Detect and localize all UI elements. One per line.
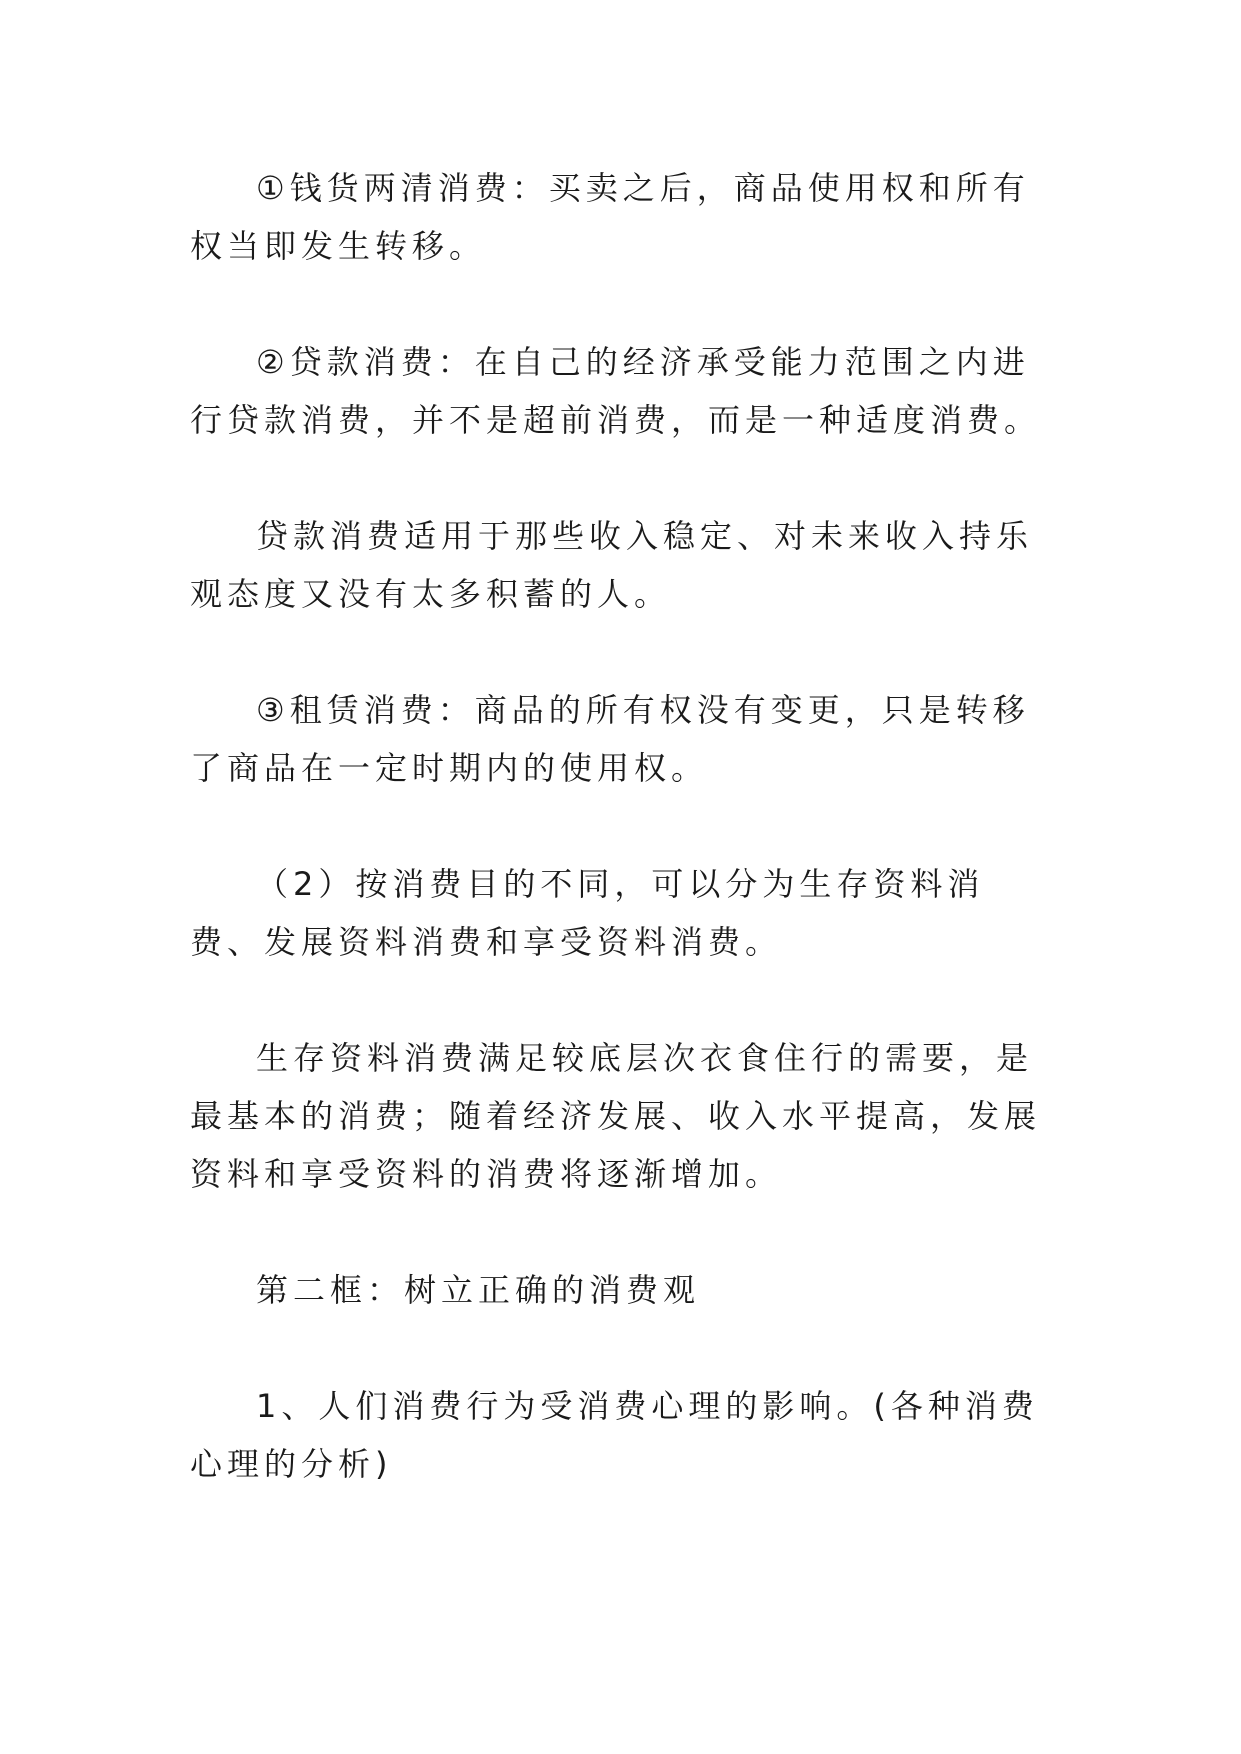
paragraph-consumption-purpose: （2）按消费目的不同，可以分为生存资料消费、发展资料消费和享受资料消费。 xyxy=(190,865,985,961)
paragraph-consumption-psychology: 1、人们消费行为受消费心理的影响。(各种消费心理的分析) xyxy=(190,1387,1039,1483)
paragraph-lease-consumption: ③租赁消费：商品的所有权没有变更，只是转移了商品在一定时期内的使用权。 xyxy=(190,691,1030,787)
section-heading: 第二框：树立正确的消费观 xyxy=(256,1271,701,1309)
paragraph-loan-applicability: 贷款消费适用于那些收入稳定、对未来收入持乐观态度又没有太多积蓄的人。 xyxy=(190,517,1034,613)
paragraph-loan-consumption: ②贷款消费：在自己的经济承受能力范围之内进行贷款消费，并不是超前消费，而是一种适度消费。 xyxy=(190,343,1042,439)
paragraph-subsistence-consumption: 生存资料消费满足较底层次衣食住行的需要，是最基本的消费；随着经济发展、收入水平提高，发展资料和享受资料的消费将逐渐增加。 xyxy=(190,1039,1042,1193)
paragraph-cash-consumption: ①钱货两清消费：买卖之后，商品使用权和所有权当即发生转移。 xyxy=(190,169,1030,265)
